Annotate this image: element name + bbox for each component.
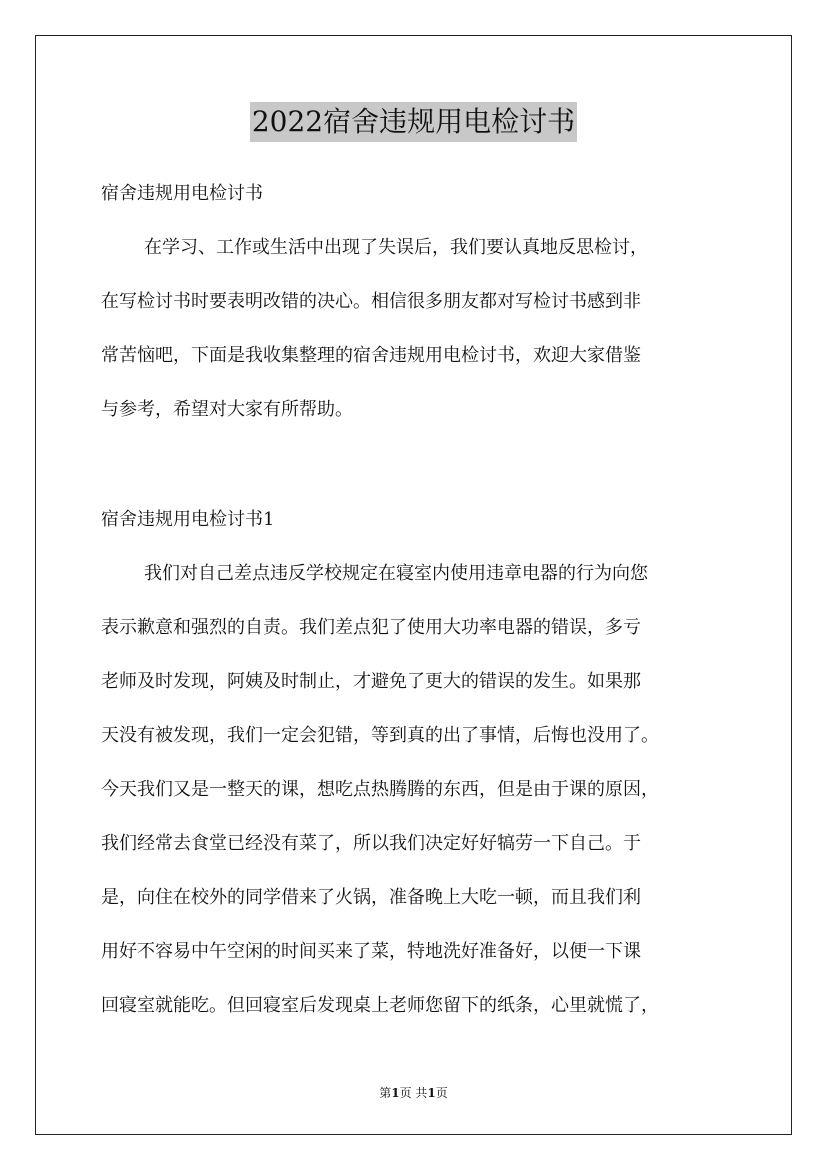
page-footer xyxy=(0,1084,827,1101)
intro-line: 在写检讨书时要表明改错的决心。相信很多朋友都对写检讨书感到非 xyxy=(101,291,641,312)
intro-line: 常苦恼吧，下面是我收集整理的宿舍违规用电检讨书，欢迎大家借鉴 xyxy=(101,345,641,366)
footer-page-number: 1 xyxy=(391,1086,400,1100)
intro-line: 在学习、工作或生活中出现了失误后，我们要认真地反思检讨， xyxy=(144,237,648,258)
section-line: 今天我们又是一整天的课，想吃点热腾腾的东西，但是由于课的原因， xyxy=(101,779,659,800)
document-title: 2022宿舍违规用电检讨书 xyxy=(250,102,577,142)
footer-page-mid: 页 共 xyxy=(399,1086,428,1100)
section-line: 表示歉意和强烈的自责。我们差点犯了使用大功率电器的错误，多亏 xyxy=(101,617,641,638)
section-line: 用好不容易中午空闲的时间买来了菜，特地洗好准备好，以便一下课 xyxy=(101,941,641,962)
footer-page-total: 1 xyxy=(427,1086,436,1100)
section-line: 回寝室就能吃。但回寝室后发现桌上老师您留下的纸条，心里就慌了， xyxy=(101,995,659,1016)
section-line: 天没有被发现，我们一定会犯错，等到真的出了事情，后悔也没用了。 xyxy=(101,725,659,746)
footer-page-prefix: 第 xyxy=(379,1086,392,1100)
footer-page-suffix: 页 xyxy=(435,1086,448,1100)
section-heading: 宿舍违规用电检讨书1 xyxy=(101,509,275,530)
section-line: 我们对自己差点违反学校规定在寝室内使用违章电器的行为向您 xyxy=(144,563,648,584)
document-title-wrap xyxy=(0,102,827,142)
section-line: 是，向住在校外的同学借来了火锅，准备晚上大吃一顿，而且我们利 xyxy=(101,887,641,908)
section-line: 老师及时发现，阿姨及时制止，才避免了更大的错误的发生。如果那 xyxy=(101,671,641,692)
intro-line: 与参考，希望对大家有所帮助。 xyxy=(101,399,353,420)
intro-heading: 宿舍违规用电检讨书 xyxy=(101,183,263,204)
section-line: 我们经常去食堂已经没有菜了，所以我们决定好好犒劳一下自己。于 xyxy=(101,833,641,854)
